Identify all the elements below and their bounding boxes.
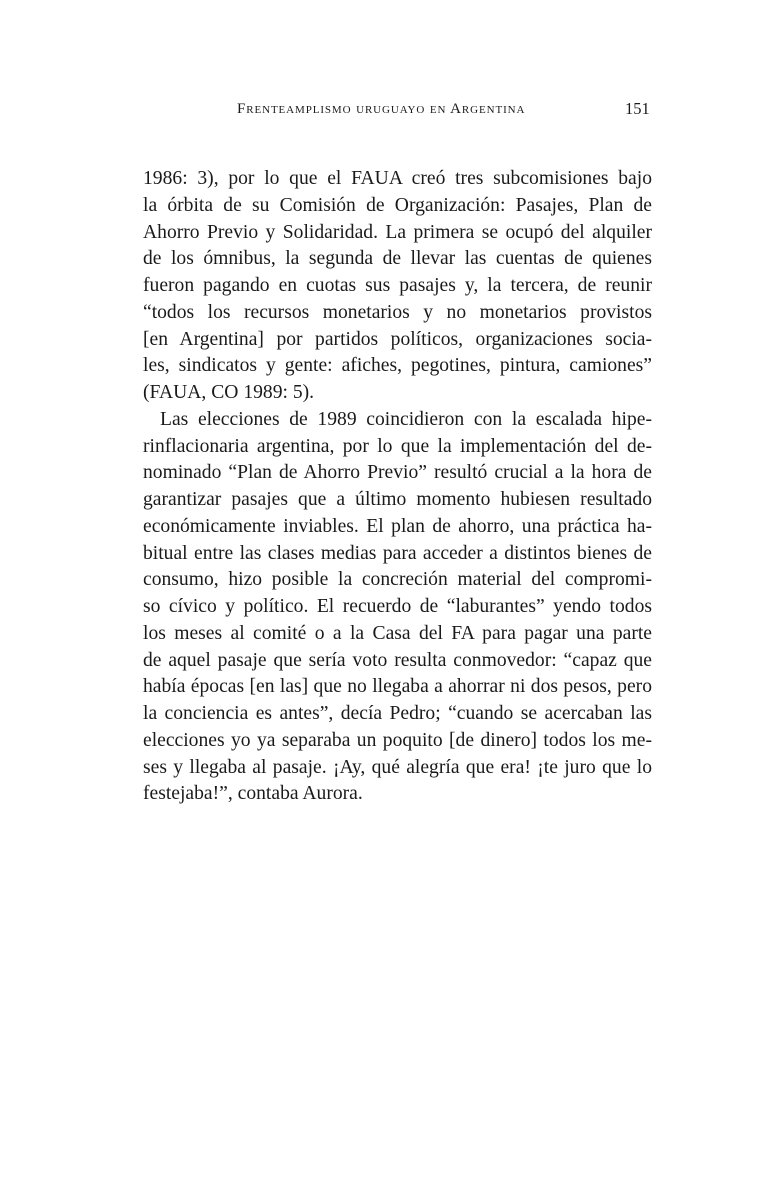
paragraph-2 bbox=[143, 407, 652, 808]
text-line: “todos los recursos monetarios y no monetarios provistos bbox=[143, 301, 652, 323]
text-line: rinflacionaria argentina, por lo que la implementación del de- bbox=[143, 435, 652, 457]
page-number: 151 bbox=[625, 99, 650, 118]
text-line: de aquel pasaje que sería voto resulta conmovedor: “capaz que bbox=[143, 649, 652, 671]
text-line: de los ómnibus, la segunda de llevar las cuentas de quienes bbox=[143, 248, 652, 270]
text-line: la órbita de su Comisión de Organización: Pasajes, Plan de bbox=[143, 194, 652, 216]
text-line: nominado “Plan de Ahorro Previo” resultó crucial a la hora de bbox=[143, 462, 652, 484]
text-line: so cívico y político. El recuerdo de “laburantes” yendo todos bbox=[143, 596, 652, 617]
text-line: festejaba!”, contaba Aurora. bbox=[143, 783, 363, 805]
paragraph-1 bbox=[143, 166, 652, 407]
text-line: les, sindicatos y gente: afiches, pegotines, pintura, camiones” bbox=[143, 355, 652, 377]
text-line: garantizar pasajes que a último momento hubiesen resultado bbox=[143, 489, 652, 510]
text-line: bitual entre las clases medias para acceder a distintos bienes de bbox=[143, 542, 652, 564]
running-header-title: Frenteamplismo uruguayo en Argentina bbox=[237, 101, 526, 117]
text-line: fueron pagando en cuotas sus pasajes y, la tercera, de reunir bbox=[143, 275, 652, 296]
text-line: ses y llegaba al pasaje. ¡Ay, qué alegría que era! ¡te juro que lo bbox=[143, 756, 652, 778]
text-line: había épocas [en las] que no llegaba a ahorrar ni dos pesos, pero bbox=[143, 676, 652, 698]
text-line: la conciencia es antes”, decía Pedro; “cuando se acercaban las bbox=[143, 703, 652, 724]
text-line: elecciones yo ya separaba un poquito [de dinero] todos los me- bbox=[143, 729, 652, 751]
body-text bbox=[143, 166, 652, 808]
text-line: Las elecciones de 1989 coincidieron con la escalada hipe- bbox=[160, 408, 652, 430]
text-line: Ahorro Previo y Solidaridad. La primera se ocupó del alquiler bbox=[143, 221, 652, 243]
text-line: 1986: 3), por lo que el FAUA creó tres subcomisiones bajo bbox=[143, 168, 652, 189]
text-line: consumo, hizo posible la concreción material del compromi- bbox=[143, 569, 652, 591]
text-line: (FAUA, CO 1989: 5). bbox=[143, 382, 315, 403]
text-line: [en Argentina] por partidos políticos, organizaciones socia- bbox=[143, 328, 652, 350]
text-line: económicamente inviables. El plan de ahorro, una práctica ha- bbox=[143, 515, 652, 537]
text-line: los meses al comité o a la Casa del FA para pagar una parte bbox=[143, 622, 652, 644]
running-header bbox=[0, 99, 765, 121]
